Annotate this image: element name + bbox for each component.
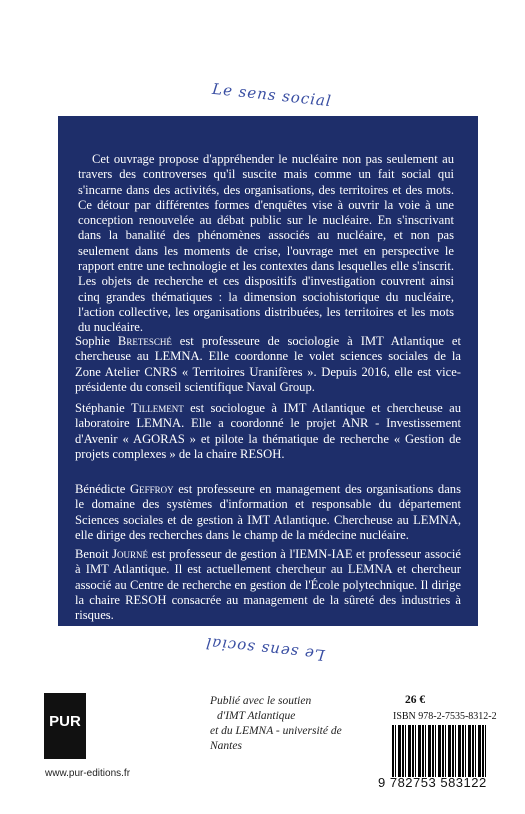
series-title-bottom: Le sens social bbox=[204, 633, 326, 665]
author-bio-3 bbox=[75, 482, 461, 543]
support-notice bbox=[210, 694, 370, 754]
author-last-name: Geffroy bbox=[129, 482, 174, 496]
author-bio-1 bbox=[75, 334, 461, 395]
author-bio-4 bbox=[75, 547, 461, 623]
publisher-logo-text: PUR bbox=[49, 713, 81, 730]
barcode bbox=[392, 725, 487, 777]
author-bio-text: est professeure de sociologie à IMT Atlantique et chercheuse au LEMNA. Elle coordonne le volet sciences sociales de la Zone Atelier CNRS « Territoires Uranifères ». Depuis 2016, elle est vice-présidente du conseil scientifique Naval Group. bbox=[75, 334, 461, 394]
author-bio-text: est professeur de gestion à l'IEMN-IAE et professeur associé à IMT Atlantique. Il est actuellement chercheur au LEMNA et chercheur associé au Centre de recherche en gestion de l'École polytechnique. Il dirige la chaire RESOH consacrée au management de la sûreté des industries à risques. bbox=[75, 547, 461, 623]
author-last-name: Journé bbox=[112, 547, 149, 561]
publisher-website: www.pur-editions.fr bbox=[45, 768, 131, 779]
back-cover-panel bbox=[58, 116, 478, 626]
support-line-3: et du LEMNA - université de Nantes bbox=[210, 725, 342, 752]
author-first-name: Benoit bbox=[75, 547, 109, 561]
publisher-logo bbox=[44, 693, 86, 759]
support-line-1: Publié avec le soutien bbox=[210, 695, 312, 707]
author-bio-text: est sociologue à IMT Atlantique et chercheuse au laboratoire LEMNA. Elle a coordonné le projet ANR - Investissement d'Avenir « AGORAS » et pilote la thématique de recherche « Gestion de projets complexes » de la chaire RESOH. bbox=[75, 401, 462, 461]
book-summary: Cet ouvrage propose d'appréhender le nucléaire non pas seulement au travers des controverses qu'il suscite mais comme un fait social qui s'incarne dans des activités, des organisations, des territoires et des mots. Ce détour par différentes formes d'enquêtes vise à ouvrir la voie à une conception renouvelée au débat public sur le nucléaire. En s'inscrivant dans la banalité des phénomènes associés au nucléaire, et non pas seulement dans les moments de crise, l'ouvrage met en perspective le rapport entre une technologie et les contextes dans lesquelles elle s'inscrit. Les objets de recherche et ces dispositifs d'investigation couvrent ainsi cinq grandes thématiques : la dimension sociohistorique du nucléaire, l'action collective, les organisations distribuées, les territoires et les mots du nucléaire. bbox=[78, 152, 454, 335]
author-last-name: Tillement bbox=[131, 401, 184, 415]
author-first-name: Bénédicte bbox=[75, 482, 126, 496]
author-bio-text: est professeure en management des organisations dans le domaine des systèmes d'information et responsable du département Sciences sociales et de gestion à IMT Atlantique. Chercheuse au LEMNA, elle dirige des recherches dans le champ de la médecine nucléaire. bbox=[75, 482, 461, 542]
author-bio-2 bbox=[75, 401, 461, 462]
series-title-top: Le sens social bbox=[211, 79, 333, 111]
barcode-number: 9 782753 583122 bbox=[378, 775, 487, 790]
support-line-2: d'IMT Atlantique bbox=[217, 710, 296, 722]
isbn: ISBN 978-2-7535-8312-2 bbox=[393, 711, 497, 722]
author-first-name: Sophie bbox=[75, 334, 110, 348]
author-last-name: Bretesché bbox=[117, 334, 172, 348]
author-first-name: Stéphanie bbox=[75, 401, 125, 415]
price: 26 € bbox=[405, 694, 426, 706]
